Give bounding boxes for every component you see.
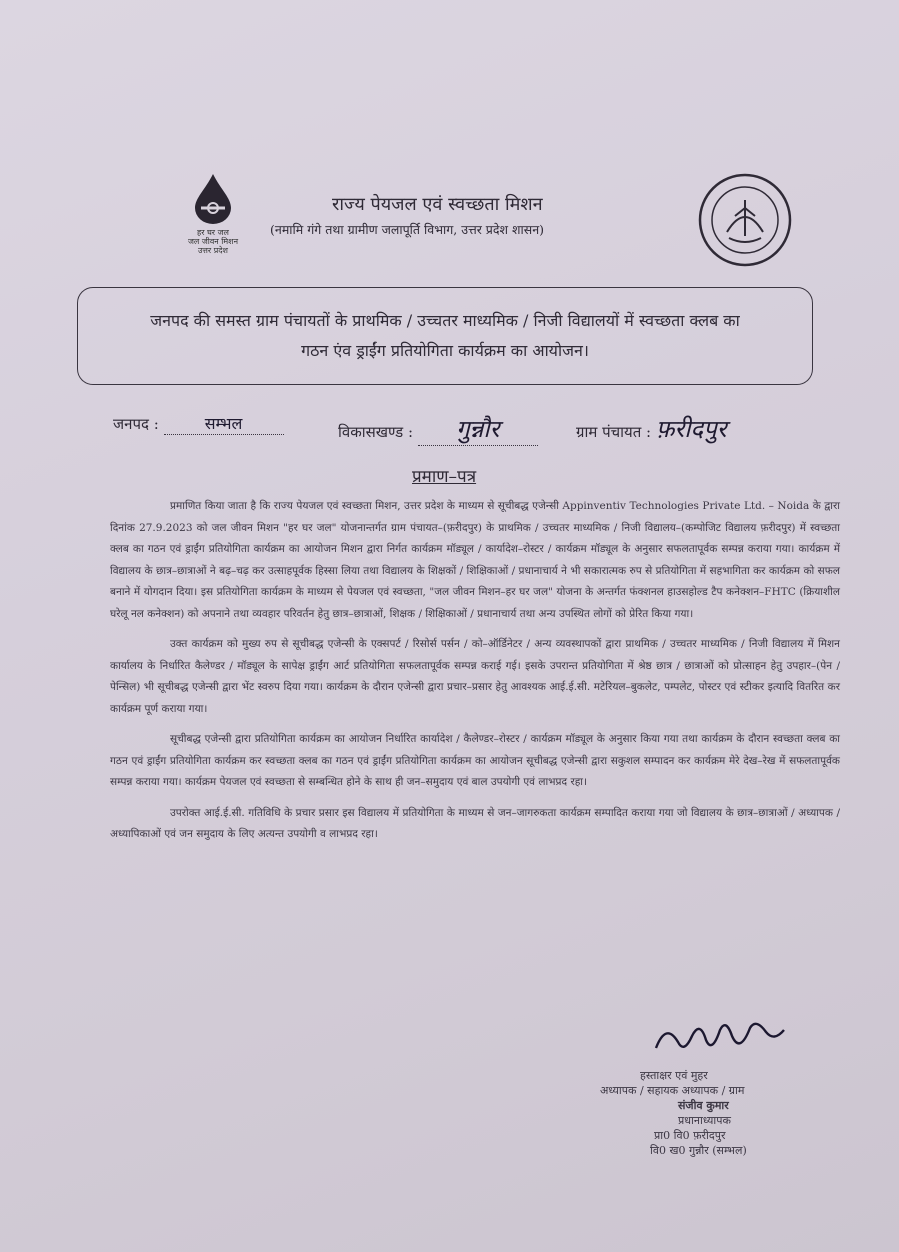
block-label: विकासखण्ड :: [338, 423, 414, 441]
stamp-title: प्रधानाध्यापक: [678, 1114, 731, 1127]
district-value: सम्भल: [164, 412, 284, 435]
block-value: गुन्नौर: [418, 412, 538, 446]
district-label: जनपद :: [113, 415, 159, 433]
paragraph-2: उक्त कार्यक्रम को मुख्य रुप से सूचीबद्ध एजेन्सी के एक्सपर्ट / रिसोर्स पर्सन / को–ऑर्डिनेटर / अन्य व्यवस्थापकों द्वारा प्राथमिक / उच्चतर माध्यमिक / निजी विद्यालय में मिशन कार्यालय के निर्धारित कैलेण्डर / मॉड्यूल के सापेक्ष ड्राईंग आर्ट प्रतियोगिता सफलतापूर्वक सम्पन्न कराई गई। इसके उपरान्त प्रतियोगिता में श्रेष्ठ छात्र / छात्राओं को प्रोत्साहन हेतु उपहार–(पेन / पेन्सिल) भी सूचीबद्ध एजेन्सी द्वारा भेंट स्वरुप दिया गया। कार्यक्रम के दौरान एजेन्सी द्वारा प्रचार–प्रसार हेतु आवश्यक आई.ई.सी. मटेरियल–बुकलेट, पम्पलेट, पोस्टर एवं स्टीकर इत्यादि वितरित कर कार्यक्रम पूर्ण कराया गया।: [110, 638, 840, 715]
paragraph-3: सूचीबद्ध एजेन्सी द्वारा प्रतियोगिता कार्यक्रम का आयोजन निर्धारित कार्यादेश / कैलेण्डर–रोस्टर / कार्यक्रम मॉड्यूल के अनुसार किया गया तथा कार्यक्रम के दौरान स्वच्छता क्लब का गठन एवं ड्राईंग प्रतियोगिता कार्यक्रम कर स्वच्छता क्लब का गठन एवं ड्राईंग प्रतियोगिता कार्यक्रम का आयोजन सूचीबद्ध एजेन्सी द्वारा सकुशल सम्पादन कर कार्यक्रम मेरे देख–रेख में सफलतापूर्वक सम्पन्न कराया गया। कार्यक्रम पेयजल एवं स्वच्छता से सम्बन्धित होने के साथ ही जन–समुदाय एवं बाल उपयोगी एवं लाभप्रद रहा।: [110, 733, 840, 788]
stamp-name: संजीव कुमार: [678, 1099, 729, 1112]
signature-area: [600, 1018, 830, 1158]
paragraph-1: प्रमाणित किया जाता है कि राज्य पेयजल एवं स्वच्छता मिशन, उत्तर प्रदेश के माध्यम से सूचीबद्ध एजेन्सी Appinventiv Technologies Private Ltd. – Noida के द्वारा दिनांक 27.9.2023 को जल जीवन मिशन "हर घर जल" योजनान्तर्गत ग्राम पंचायत–(फ़रीदपुर) के प्राथमिक / उच्चतर माध्यमिक / निजी विद्यालय–(कम्पोजिट विद्यालय फ़रीदपुर) में स्वच्छता क्लब का गठन एवं ड्राईंग प्रतियोगिता कार्यक्रम का आयोजन मिशन द्वारा निर्गत कार्यक्रम मॉड्यूल / कार्यादेश–रोस्टर / कार्यक्रम मॉड्यूल के अनुसार सफलतापूर्वक सम्पन्न कराया गया। कार्यक्रम में विद्यालय के छात्र–छात्राओं ने बढ़–चढ़ कर उत्साहपूर्वक हिस्सा लिया तथा विद्यालय के शिक्षकों / शिक्षिकाओं / प्रधानाचार्य ने भी सकारात्मक रुप से प्रतियोगिता में सहभागिता कर कार्यक्रम को सफल बनाने में योगदान दिया। इस प्रतियोगिता कार्यक्रम के माध्यम से पेयजल एवं स्वच्छता, "जल जीवन मिशन–हर घर जल" योजना के अन्तर्गत फंक्शनल हाउसहोल्ड टैप कनेक्शन–FHTC (क्रियाशील घरेलू नल कनेक्शन) को अपनाने तथा व्यवहार परिवर्तन हेतु छात्र–छात्राओं, शिक्षक / शिक्षिकाओं / प्रधानाचार्य तथा अन्य उपस्थित लोगों को प्रेरित किया गया।: [110, 500, 840, 620]
stamp-school: प्रा0 वि0 फ़रीदपुर: [654, 1129, 726, 1142]
water-drop-icon: [191, 172, 235, 224]
sign-caption: हस्ताक्षर एवं मुहर: [640, 1069, 708, 1082]
certificate-body: [110, 496, 840, 855]
block-field: [338, 412, 538, 446]
village-value: फ़रीदपुर: [655, 415, 727, 443]
up-government-seal: [697, 172, 793, 268]
designation-line: अध्यापक / सहायक अध्यापक / ग्राम: [600, 1084, 745, 1097]
logo-line-3: उत्तर प्रदेश: [198, 246, 228, 255]
subject-box: [77, 287, 813, 385]
district-field: [113, 412, 284, 435]
har-ghar-jal-logo: [178, 172, 248, 262]
logo-line-1: हर घर जल: [197, 228, 229, 237]
subject-line-1: जनपद की समस्त ग्राम पंचायतों के प्राथमिक / उच्चतर माध्यमिक / निजी विद्यालयों में स्वच्छता क्लब का: [150, 311, 740, 330]
header-block: [270, 192, 690, 238]
village-label: ग्राम पंचायत :: [576, 423, 652, 441]
paragraph-4: उपरोक्त आई.ई.सी. गतिविधि के प्रचार प्रसार इस विद्यालय में प्रतियोगिता के माध्यम से जन–जागरुकता कार्यक्रम सम्पादित कराया गया जो विद्यालय के छात्र–छात्राओं / अध्यापक / अध्यापिकाओं एवं जन समुदाय के लिए अत्यन्त उपयोगी व लाभप्रद रहा।: [110, 806, 840, 840]
village-field: [576, 412, 727, 445]
mission-title: राज्य पेयजल एवं स्वच्छता मिशन: [332, 194, 543, 215]
mission-subtitle: (नमामि गंगे तथा ग्रामीण जलापूर्ति विभाग, उत्तर प्रदेश शासन): [270, 222, 545, 237]
subject-line-2: गठन एंव ड्राईंग प्रतियोगिता कार्यक्रम का आयोजन।: [301, 341, 589, 360]
certificate-title: प्रमाण–पत्र: [412, 467, 477, 487]
stamp-block: वि0 ख0 गुन्नौर (सम्भल): [650, 1144, 747, 1157]
logo-line-2: जल जीवन मिशन: [187, 237, 239, 246]
handwritten-signature: [650, 1018, 790, 1064]
seal-icon: [697, 172, 793, 268]
